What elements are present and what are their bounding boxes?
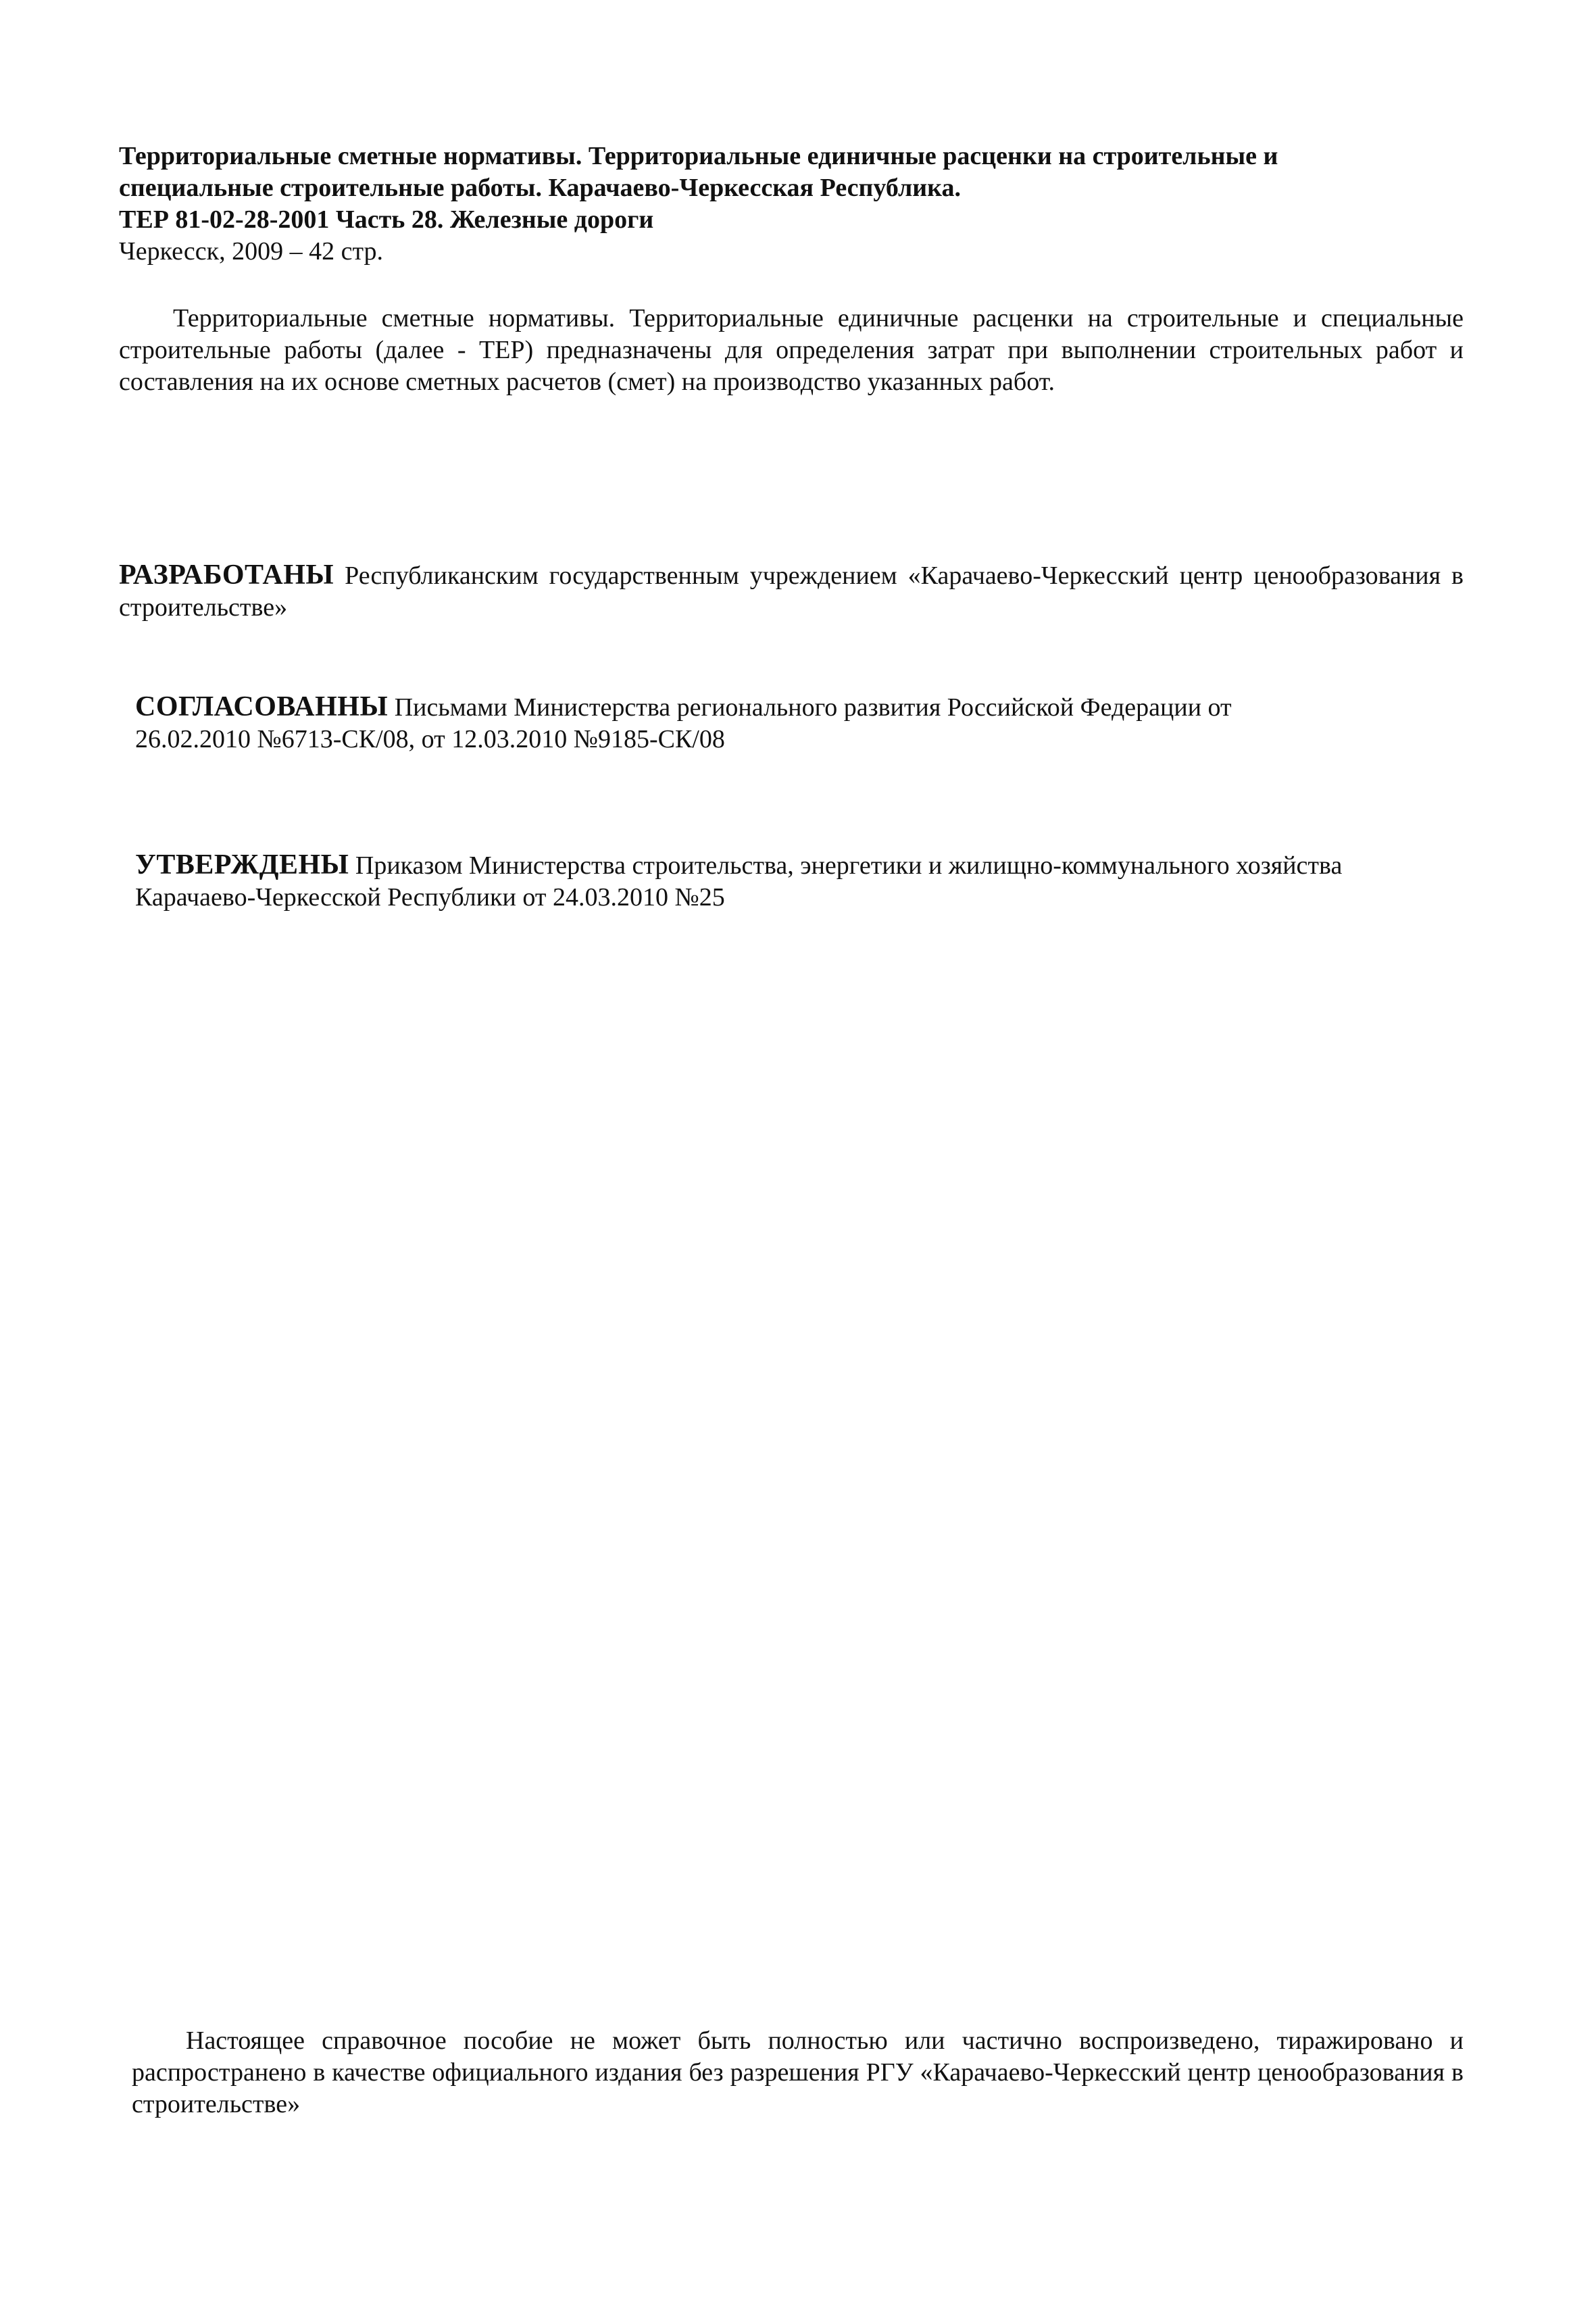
developed-keyword: РАЗРАБОТАНЫ (119, 559, 334, 591)
approved-text-line-2: Карачаево-Черкесской Республики от 24.03.2010 №25 (135, 883, 725, 912)
agreed-text-line-1: Письмами Министерства регионального развития Российской Федерации от (388, 693, 1232, 722)
imprint-line: Черкесск, 2009 – 42 стр. (119, 237, 384, 266)
abstract-paragraph: Территориальные сметные нормативы. Территориальные единичные расценки на строительные и специальные строительные работы (далее - ТЕР) предназначены для определения затрат при выполнении строительных работ и составления на их основе сметных расчетов (смет) на производство указанных работ. (119, 304, 1464, 396)
title-line-2: специальные строительные работы. Карачаево-Черкесская Республика. (119, 174, 962, 202)
approved-keyword: УТВЕРЖДЕНЫ (135, 849, 349, 880)
agreed-text-line-2: 26.02.2010 №6713-СК/08, от 12.03.2010 №9185-СК/08 (135, 725, 725, 753)
title-line-3: ТЕР 81-02-28-2001 Часть 28. Железные дороги (119, 205, 654, 234)
agreed-paragraph (135, 691, 1480, 755)
approved-paragraph (135, 849, 1480, 914)
developed-paragraph (119, 559, 1464, 624)
copyright-notice: Настоящее справочное пособие не может быть полностью или частично воспроизведено, тиражировано и распространено в качестве официального издания без разрешения РГУ «Карачаево-Черкесский центр ценообразования в строительстве» (132, 2026, 1464, 2118)
title-line-1: Территориальные сметные нормативы. Территориальные единичные расценки на строительные и (119, 142, 1278, 170)
developed-text: Республиканским государственным учреждением «Карачаево-Черкесский центр ценообразования в строительстве» (119, 562, 1464, 622)
agreed-keyword: СОГЛАСОВАННЫ (135, 691, 389, 722)
approved-text-line-1: Приказом Министерства строительства, энергетики и жилищно-коммунального хозяйства (349, 851, 1343, 880)
title-block (119, 141, 1470, 268)
